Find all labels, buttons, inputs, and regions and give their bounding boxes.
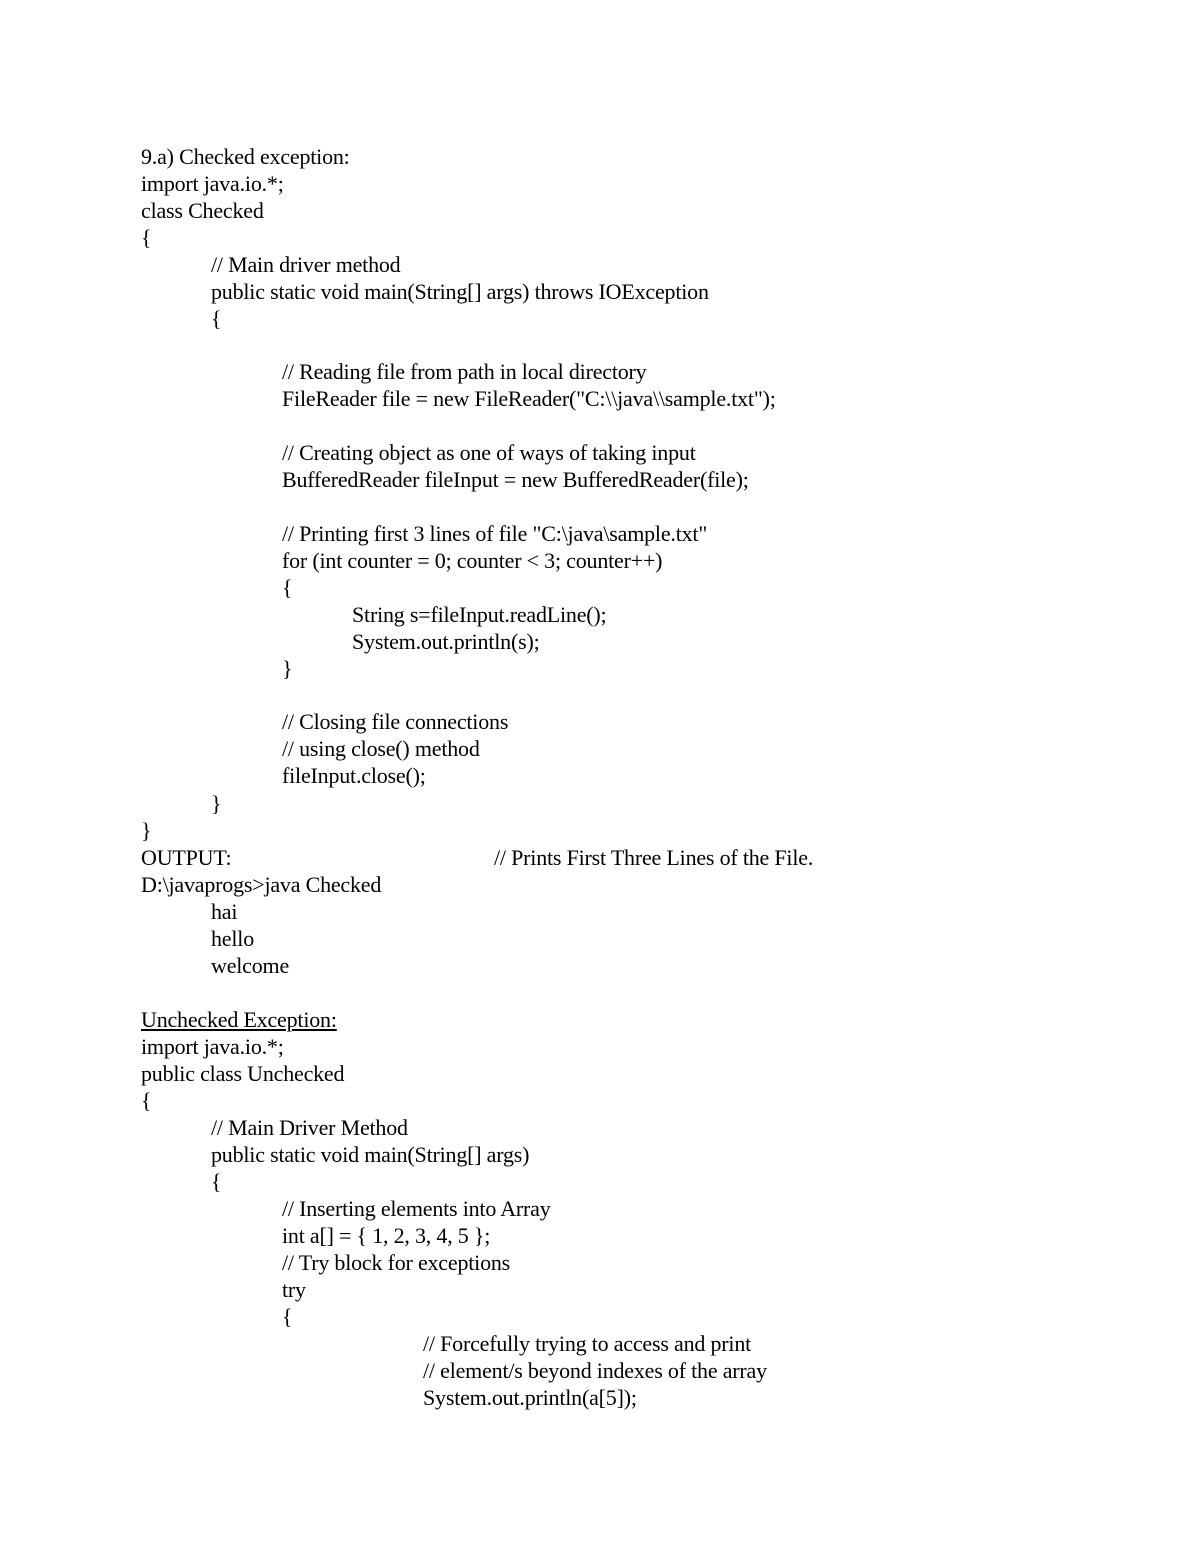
unchecked-try-comment: // Try block for exceptions bbox=[282, 1250, 511, 1275]
checked-close-comment-2: // using close() method bbox=[282, 736, 480, 761]
checked-heading: 9.a) Checked exception: bbox=[141, 144, 350, 169]
checked-main-comment: // Main driver method bbox=[211, 252, 401, 277]
unchecked-array-declaration: int a[] = { 1, 2, 3, 4, 5 }; bbox=[282, 1223, 491, 1248]
checked-close-call: fileInput.close(); bbox=[282, 763, 426, 788]
checked-bufferedreader-line: BufferedReader fileInput = new BufferedReader(file); bbox=[282, 467, 749, 492]
checked-close-comment-1: // Closing file connections bbox=[282, 709, 509, 734]
output-comment: // Prints First Three Lines of the File. bbox=[494, 845, 814, 870]
unchecked-force-comment-1: // Forcefully trying to access and print bbox=[423, 1331, 752, 1356]
checked-println-line: System.out.println(s); bbox=[352, 629, 540, 654]
output-line: hello bbox=[211, 926, 254, 951]
unchecked-class-declaration: public class Unchecked bbox=[141, 1061, 345, 1086]
checked-readline-line: String s=fileInput.readLine(); bbox=[352, 602, 607, 627]
unchecked-force-comment-2: // element/s beyond indexes of the array bbox=[423, 1358, 767, 1383]
unchecked-main-comment: // Main Driver Method bbox=[211, 1115, 408, 1140]
unchecked-try-keyword: try bbox=[282, 1277, 306, 1302]
unchecked-insert-comment: // Inserting elements into Array bbox=[282, 1196, 551, 1221]
unchecked-try-open-brace: { bbox=[282, 1304, 293, 1329]
unchecked-main-signature: public static void main(String[] args) bbox=[211, 1142, 530, 1167]
checked-import: import java.io.*; bbox=[141, 171, 284, 196]
checked-class-declaration: class Checked bbox=[141, 198, 264, 223]
checked-main-close-brace: } bbox=[211, 791, 222, 816]
output-label: OUTPUT: bbox=[141, 845, 232, 870]
checked-class-open-brace: { bbox=[141, 225, 152, 250]
checked-for-open-brace: { bbox=[282, 575, 293, 600]
checked-for-close-brace: } bbox=[282, 656, 293, 681]
unchecked-heading: Unchecked Exception: bbox=[141, 1007, 337, 1032]
checked-main-open-brace: { bbox=[211, 306, 222, 331]
unchecked-import: import java.io.*; bbox=[141, 1034, 284, 1059]
checked-for-loop: for (int counter = 0; counter < 3; counter++) bbox=[282, 548, 663, 573]
output-line: hai bbox=[211, 899, 238, 924]
checked-main-signature: public static void main(String[] args) throws IOException bbox=[211, 279, 709, 304]
unchecked-class-open-brace: { bbox=[141, 1088, 152, 1113]
output-command: D:\javaprogs>java Checked bbox=[141, 872, 382, 897]
checked-class-close-brace: } bbox=[141, 818, 152, 843]
checked-print-comment: // Printing first 3 lines of file "C:\java\sample.txt" bbox=[282, 521, 708, 546]
checked-filereader-line: FileReader file = new FileReader("C:\\java\\sample.txt"); bbox=[282, 386, 776, 411]
unchecked-print-call: System.out.println(a[5]); bbox=[423, 1385, 637, 1410]
checked-create-comment: // Creating object as one of ways of taking input bbox=[282, 440, 696, 465]
output-line: welcome bbox=[211, 953, 290, 978]
unchecked-main-open-brace: { bbox=[211, 1169, 222, 1194]
checked-read-comment: // Reading file from path in local directory bbox=[282, 359, 647, 384]
